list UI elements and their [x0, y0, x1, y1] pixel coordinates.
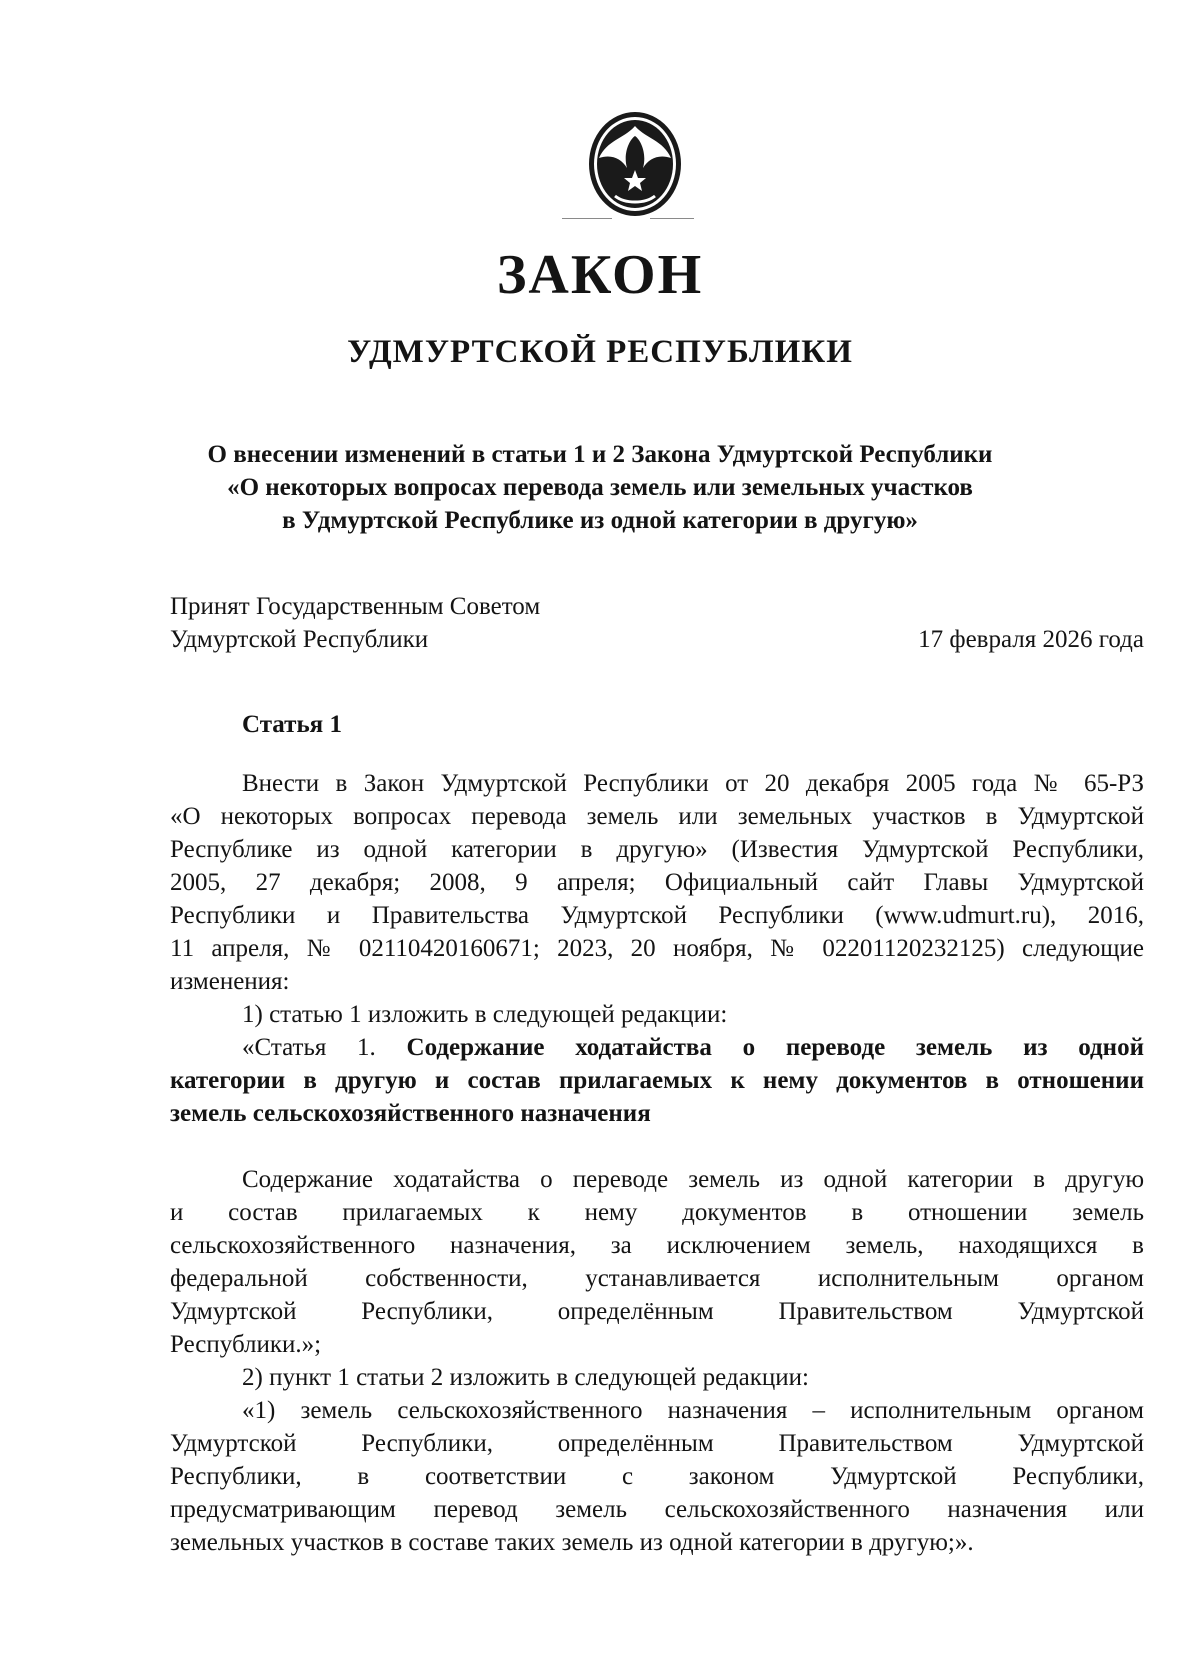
body-line: сельскохозяйственного назначения, за исключением земель, находящихся в [170, 1232, 1144, 1259]
document-subtitle: УДМУРТСКОЙ РЕСПУБЛИКИ [347, 334, 853, 370]
body-line: земельных участков в составе таких земель из одной категории в другую;». [170, 1529, 974, 1556]
quoted-article-title: категории в другую и состав прилагаемых к нему документов в отношении [170, 1067, 1144, 1094]
body-line: федеральной собственности, устанавливается исполнительным органом [170, 1265, 1144, 1292]
emblem-underline-right [650, 218, 694, 219]
list-item: 1) статью 1 изложить в следующей редакции: [242, 1001, 728, 1028]
body-line: 11 апреля, № 02110420160671; 2023, 20 ноября, № 02201120232125) следующие [170, 935, 1144, 962]
adoption-date: 17 февраля 2026 года [918, 626, 1144, 653]
article-heading: Статья 1 [242, 711, 342, 738]
quoted-article-title-line [170, 1064, 1144, 1097]
emblem-underline-left [562, 218, 612, 219]
law-name-line: в Удмуртской Республике из одной категории в другую» [282, 507, 918, 534]
body-line: 2005, 27 декабря; 2008, 9 апреля; Официальный сайт Главы Удмуртской [170, 869, 1144, 896]
body-line: Республики, в соответствии с законом Удмуртской Республики, [170, 1463, 1144, 1490]
body-line: предусматривающим перевод земель сельскохозяйственного назначения или [170, 1496, 1144, 1523]
adoption-info [170, 590, 540, 656]
body-line: «1) земель сельскохозяйственного назначения – исполнительным органом [242, 1397, 1144, 1424]
article-body [170, 767, 1144, 1559]
body-line: Удмуртской Республики, определённым Правительством Удмуртской [170, 1430, 1144, 1457]
law-name [150, 438, 1050, 537]
quoted-article-title-line [170, 1097, 1144, 1130]
list-item: 2) пункт 1 статьи 2 изложить в следующей редакции: [242, 1364, 809, 1391]
body-line: Содержание ходатайства о переводе земель из одной категории в другую [242, 1166, 1144, 1193]
body-line: Внести в Закон Удмуртской Республики от 20 декабря 2005 года № 65-РЗ [242, 770, 1144, 797]
law-name-line: «О некоторых вопросах перевода земель или земельных участков [227, 474, 973, 501]
body-line: Республики.»; [170, 1331, 322, 1358]
body-line: и состав прилагаемых к нему документов в отношении земель [170, 1199, 1144, 1226]
quoted-article-title-line [170, 1031, 1144, 1064]
quoted-article-title: земель сельскохозяйственного назначения [170, 1100, 651, 1127]
coat-of-arms-emblem [585, 108, 685, 220]
quoted-article-prefix: «Статья 1. [242, 1034, 376, 1061]
body-line: изменения: [170, 968, 290, 995]
body-line: Удмуртской Республики, определённым Правительством Удмуртской [170, 1298, 1144, 1325]
body-line: Республике из одной категории в другую» (Известия Удмуртской Республики, [170, 836, 1144, 863]
adoption-line: Удмуртской Республики [170, 626, 429, 653]
document-title: ЗАКОН [496, 244, 704, 306]
quoted-article-title: Содержание ходатайства о переводе земель из одной [406, 1034, 1144, 1061]
body-line: «О некоторых вопросах перевода земель или земельных участков в Удмуртской [170, 803, 1144, 830]
paragraph-gap [170, 1130, 1144, 1163]
body-line: Республики и Правительства Удмуртской Республики (www.udmurt.ru), 2016, [170, 902, 1144, 929]
law-name-line: О внесении изменений в статьи 1 и 2 Закона Удмуртской Республики [207, 441, 993, 468]
adoption-line: Принят Государственным Советом [170, 593, 541, 620]
